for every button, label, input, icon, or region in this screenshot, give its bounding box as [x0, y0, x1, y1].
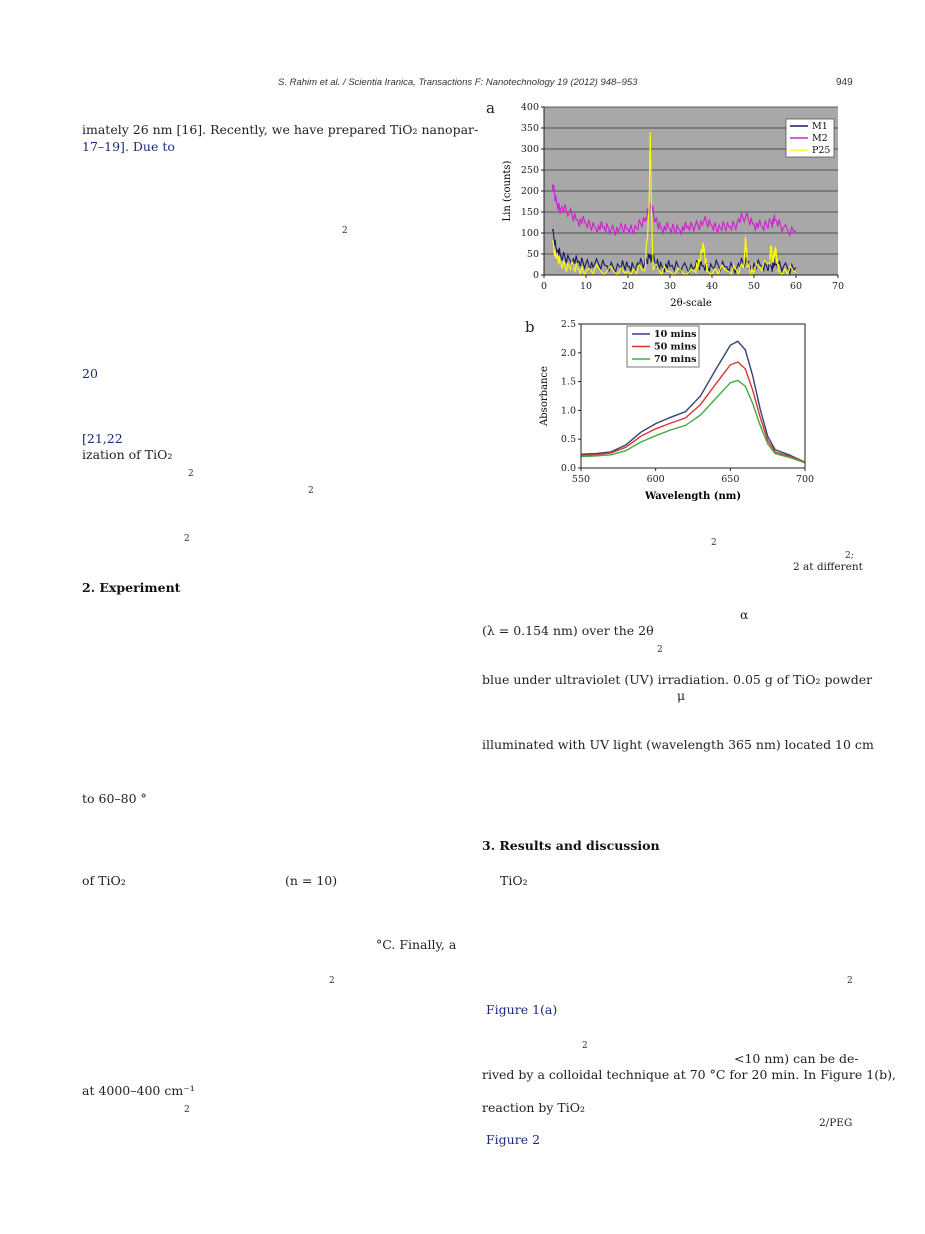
x-tick-label: 70	[831, 281, 845, 292]
legend-label: M2	[812, 133, 828, 144]
x-tick-label: 60	[789, 281, 803, 292]
y-tick-label: 350	[520, 123, 539, 134]
caption-fragment: 2 at different	[793, 561, 863, 573]
x-tick-label: 20	[621, 281, 635, 292]
section-heading-results: 3. Results and discussion	[482, 838, 660, 853]
x-tick-label: 50	[747, 281, 761, 292]
y-tick-label: 200	[520, 186, 539, 197]
y-tick-label: 2.5	[560, 319, 576, 330]
section-heading-experiment: 2. Experiment	[82, 580, 181, 595]
x-tick-label: 550	[571, 474, 591, 485]
y-tick-label: 0.5	[560, 434, 576, 446]
y-tick-label: 100	[520, 228, 539, 239]
legend-label: M1	[812, 121, 828, 132]
y-tick-label: 300	[520, 144, 539, 155]
caption-subscript: 2	[711, 538, 717, 548]
left-line-finally: °C. Finally, a	[376, 937, 457, 952]
figure-2-link[interactable]: Figure 2	[486, 1132, 541, 1147]
page-number: 949	[836, 77, 853, 88]
right-line-reaction: reaction by TiO₂	[482, 1100, 586, 1115]
panel-label-a: a	[486, 99, 495, 117]
left-line-n10: (n = 10)	[285, 873, 338, 888]
running-head: S. Rahim et al. / Scientia Iranica, Transactions F: Nanotechnology 19 (2012) 948–953	[278, 77, 638, 88]
left-line-temperature: to 60–80 °	[82, 791, 147, 806]
y-tick-label: 250	[520, 165, 539, 176]
legend-label: 10 mins	[654, 329, 697, 340]
y-tick-label: 0	[532, 270, 539, 281]
left-line-ization: ization of TiO₂	[82, 447, 173, 462]
right-line-tio2: TiO₂	[500, 873, 528, 888]
left-line-tio2: of TiO₂	[82, 873, 126, 888]
subscript-fragment: 2	[184, 534, 190, 544]
right-line-size: <10 nm) can be de-	[734, 1051, 859, 1066]
legend	[627, 326, 699, 367]
subscript-fragment: 2	[847, 976, 853, 986]
legend	[786, 119, 834, 157]
absorbance-chart	[535, 316, 825, 508]
right-line-lambda: (λ = 0.154 nm) over the 2θ	[482, 623, 654, 638]
right-line-colloidal: rived by a colloidal technique at 70 °C for 20 min. In Figure 1(b),	[482, 1067, 896, 1082]
panel-label-b: b	[525, 318, 535, 336]
x-tick-label: 700	[795, 474, 815, 485]
y-tick-label: 50	[526, 249, 539, 260]
legend-label: 50 mins	[654, 341, 697, 353]
right-line-uv: blue under ultraviolet (UV) irradiation. 0.05 g of TiO₂ powder	[482, 672, 873, 687]
x-tick-label: 0	[540, 281, 548, 292]
left-line-2[interactable]: 17–19]. Due to	[82, 139, 175, 154]
figure-1a-link[interactable]: Figure 1(a)	[486, 1002, 558, 1017]
subscript-fragment: 2	[657, 645, 663, 655]
mu-symbol: μ	[677, 688, 686, 703]
x-tick-label: 10	[579, 281, 593, 292]
legend-label: P25	[812, 145, 831, 156]
x-ticks	[572, 468, 814, 485]
subscript-fragment: 2	[188, 469, 194, 479]
reference-link-20[interactable]: 20	[82, 366, 98, 381]
x-tick-label: 40	[705, 281, 719, 292]
subscript-fragment: 2	[582, 1041, 588, 1051]
xrd-chart	[498, 102, 848, 312]
y-tick-label: 1.0	[560, 405, 576, 417]
y-tick-label: 2.0	[560, 347, 576, 359]
x-ticks	[541, 275, 844, 292]
caption-subscript: 2;	[845, 551, 854, 561]
y-ticks	[521, 102, 544, 281]
x-tick-label: 650	[721, 474, 740, 485]
x-axis-label: Wavelength (nm)	[644, 491, 742, 502]
subscript-fragment: 2	[184, 1105, 190, 1115]
x-axis-label: 2θ-scale	[670, 298, 712, 309]
right-line-illuminated: illuminated with UV light (wavelength 365 nm) located 10 cm	[482, 737, 874, 752]
subscript-fragment: 2	[342, 226, 348, 236]
series-line-50-mins	[581, 362, 805, 462]
y-tick-label: 0.0	[560, 463, 576, 474]
right-line-peg: 2/PEG	[819, 1117, 853, 1129]
y-tick-label: 150	[520, 207, 539, 218]
y-ticks	[561, 319, 581, 474]
reference-link-21-22[interactable]: [21,22	[82, 431, 123, 446]
y-tick-label: 1.5	[560, 376, 576, 388]
y-axis-label: Absorbance	[539, 366, 550, 426]
subscript-fragment: 2	[329, 976, 335, 986]
legend-label: 70 mins	[654, 354, 697, 365]
y-tick-label: 400	[520, 102, 539, 113]
x-tick-label: 30	[663, 281, 677, 292]
x-tick-label: 600	[646, 474, 665, 485]
left-line-1: imately 26 nm [16]. Recently, we have prepared TiO₂ nanopar-	[82, 122, 479, 137]
subscript-fragment: 2	[308, 486, 314, 496]
alpha-symbol: α	[740, 607, 749, 622]
left-line-ir-range: at 4000–400 cm⁻¹	[82, 1083, 195, 1098]
y-axis-label: Lin (counts)	[502, 160, 513, 222]
